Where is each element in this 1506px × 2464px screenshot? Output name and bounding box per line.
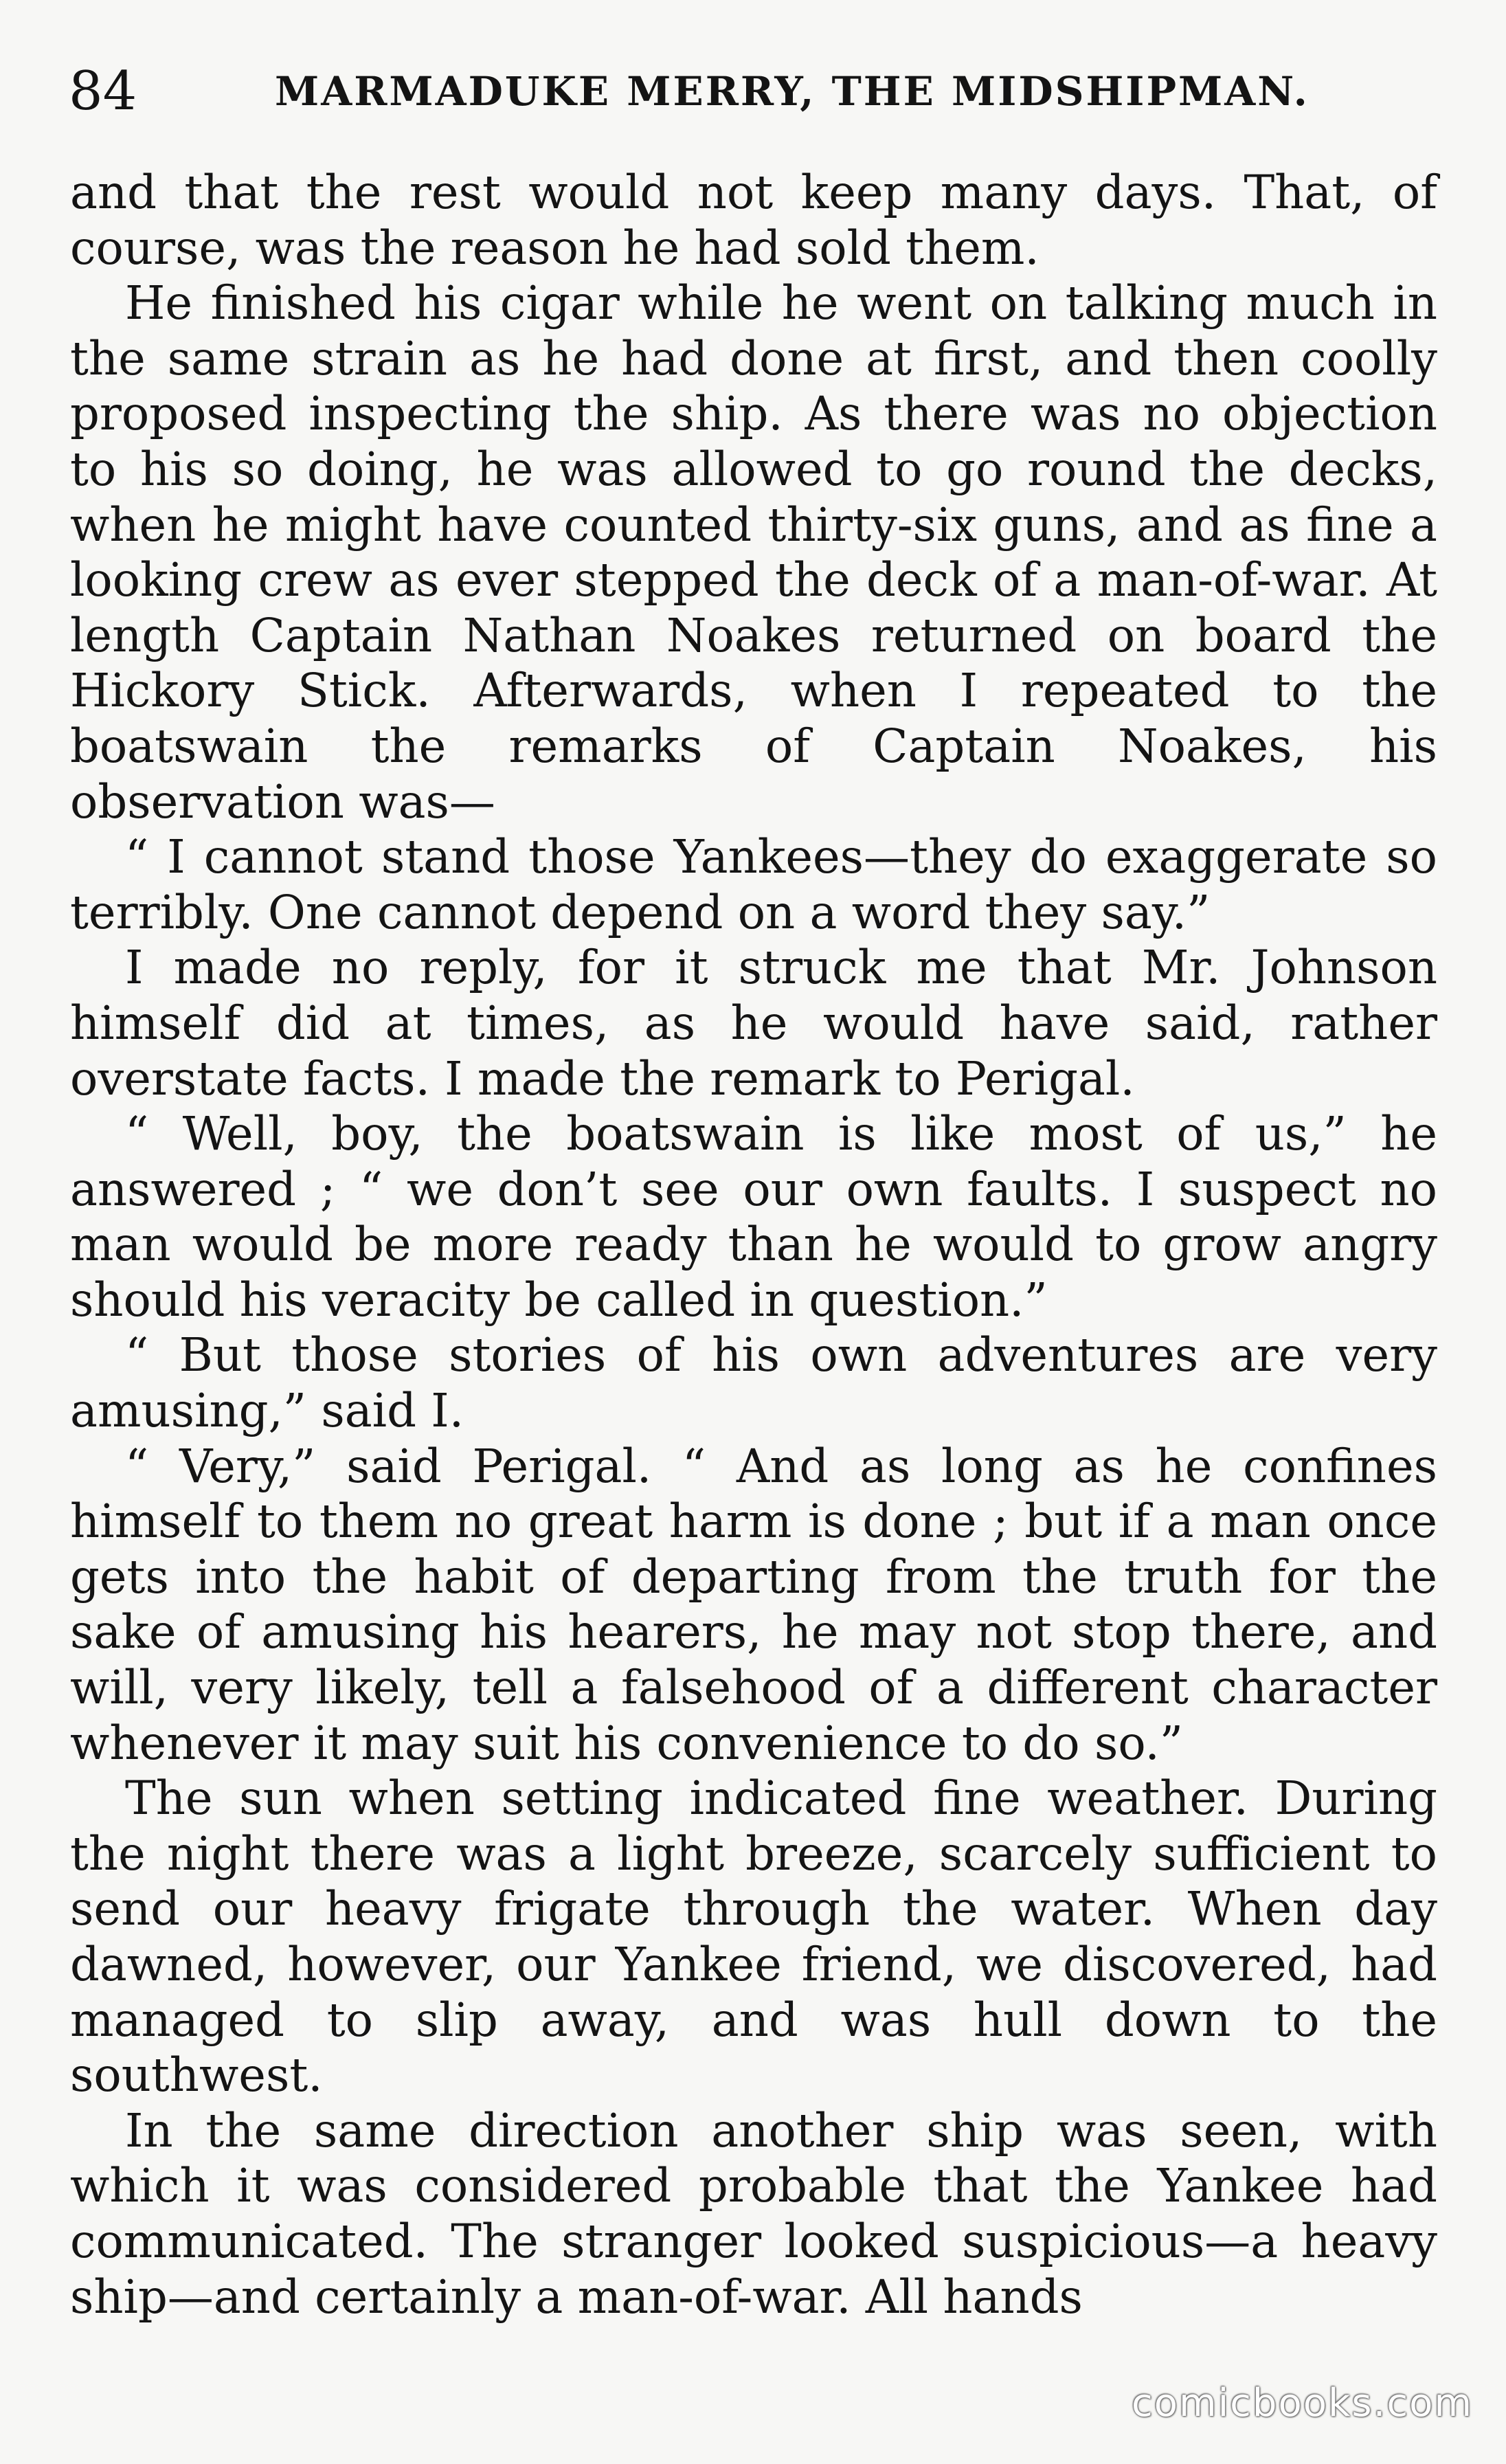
paragraph-5: “ Well, boy, the boatswain is like most of us,” he answered ; “ we don’t see our own faults. I suspect no man would be more ready than he would to grow angry should his veracity be called in question.”: [70, 1107, 1437, 1327]
body-text: [70, 165, 1437, 2325]
paragraph-7: “ Very,” said Perigal. “ And as long as he confines himself to them no great harm is done ; but if a man once gets into the habit of departing from the truth for the sake of amusing his hearers, he may not stop there, and will, very likely, tell a falsehood of a different character whenever it may suit his convenience to do so.”: [70, 1439, 1437, 1770]
paragraph-9: In the same direction another ship was seen, with which it was considered probable that the Yankee had communicated. The stranger looked suspicious—a heavy ship—and certainly a man-of-war. All hands: [70, 2103, 1437, 2324]
page-header: [69, 54, 1439, 129]
paragraph-4: I made no reply, for it struck me that Mr. Johnson himself did at times, as he would have said, rather overstate facts. I made the remark to Perigal.: [70, 941, 1437, 1106]
watermark: comicbooks.com: [1131, 2381, 1473, 2426]
paragraph-3: “ I cannot stand those Yankees—they do exaggerate so terribly. One cannot depend on a word they say.”: [70, 830, 1437, 939]
page-number: 84: [69, 60, 137, 122]
paragraph-6: “ But those stories of his own adventures are very amusing,” said I.: [70, 1328, 1437, 1438]
paragraph-8: The sun when setting indicated fine weather. During the night there was a light breeze, scarcely sufficient to send our heavy frigate through the water. When day dawned, however, our Yankee friend, we discovered, had managed to slip away, and was hull down to the southwest.: [70, 1771, 1437, 2103]
paragraph-1: and that the rest would not keep many days. That, of course, was the reason he had sold them.: [70, 166, 1437, 275]
paragraph-2: He finished his cigar while he went on talking much in the same strain as he had done at first, and then coolly proposed inspecting the ship. As there was no objection to his so doing, he was allowed to go round the decks, when he might have counted thirty-six guns, and as fine a looking crew as ever stepped the deck of a man-of-war. At length Captain Nathan Noakes returned on board the Hickory Stick. Afterwards, when I repeated to the boatswain the remarks of Captain Noakes, his observation was—: [70, 276, 1437, 829]
running-title: MARMADUKE MERRY, THE MIDSHIPMAN.: [275, 68, 1310, 115]
